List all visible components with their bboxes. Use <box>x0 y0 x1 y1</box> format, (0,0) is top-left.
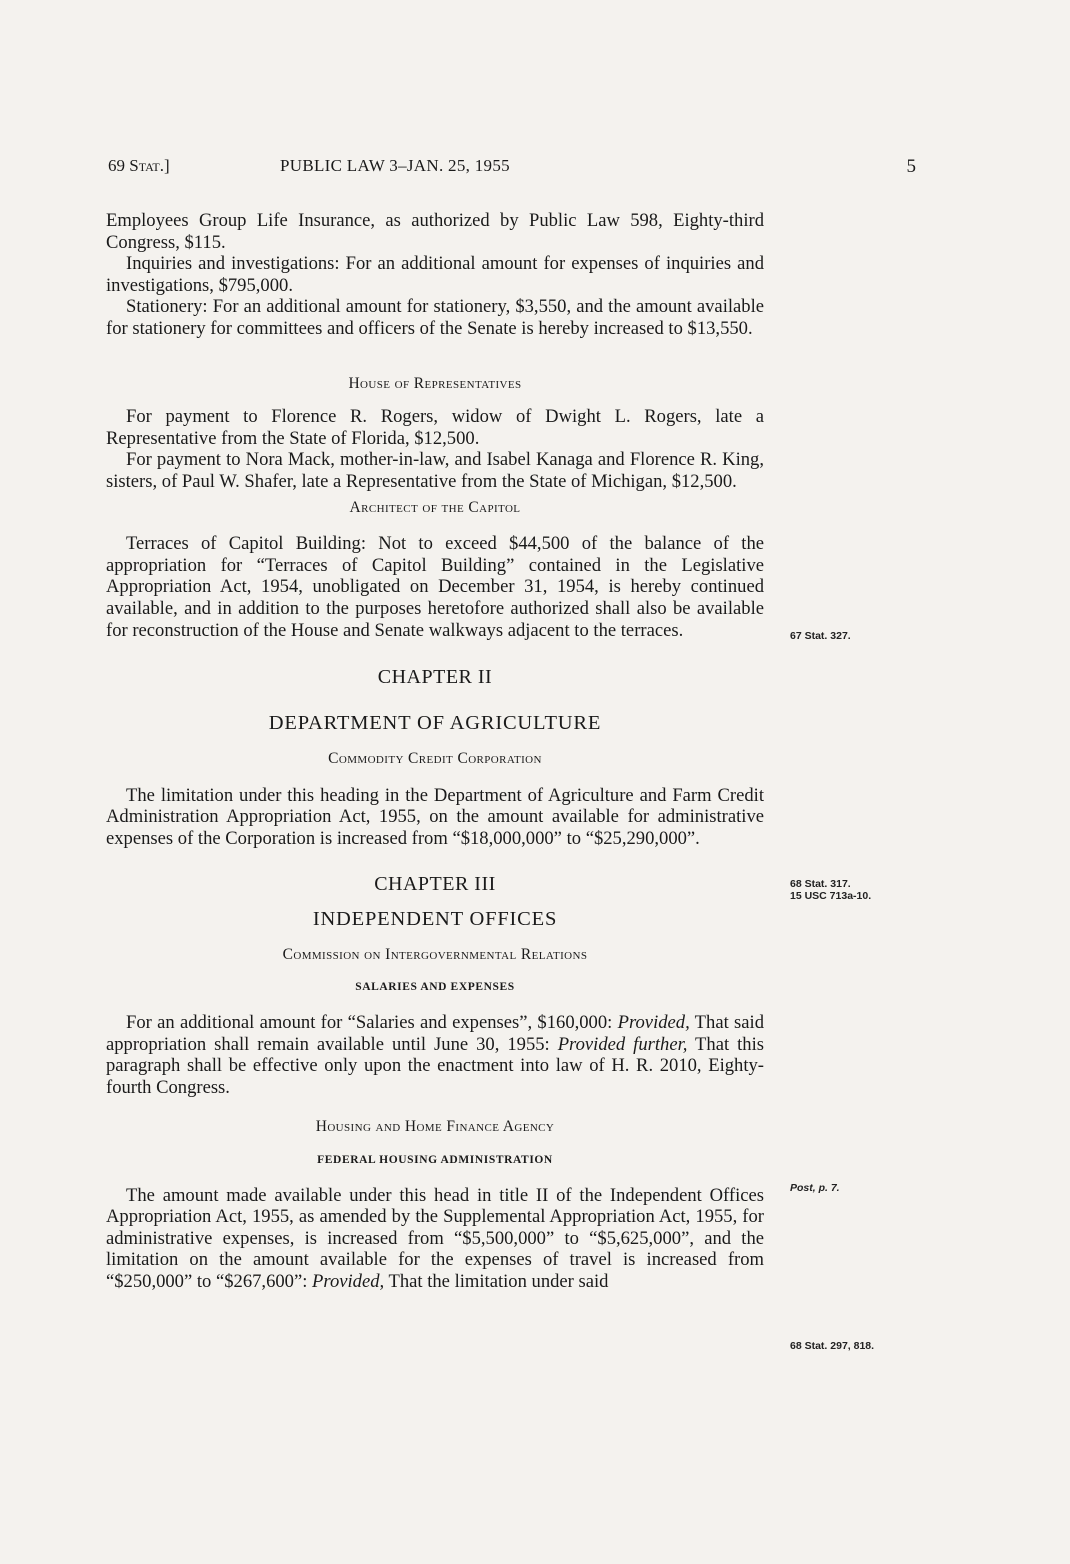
salaries-text-2: That said appropriation shall remain available until June 30, 1955: <box>106 1012 764 1055</box>
volume-abbrev: Stat.] <box>129 156 170 175</box>
heading-salaries: SALARIES AND EXPENSES <box>355 981 515 994</box>
margin-note-67-stat: 67 Stat. 327. <box>790 630 851 642</box>
margin-note-line-2: 15 USC 713a-10. <box>790 890 872 902</box>
margin-note-line-1: 68 Stat. 317. <box>790 878 851 890</box>
provided-italic: Provided, <box>617 1012 690 1034</box>
chapter-ii: CHAPTER II <box>377 666 493 689</box>
salaries-text-1: For an additional amount for “Salaries and expenses”, $160,000: <box>126 1012 618 1034</box>
paragraph-salaries <box>106 1012 764 1098</box>
body-text <box>106 210 764 1293</box>
heading-house: House of Representatives <box>348 374 522 392</box>
running-header <box>108 156 916 180</box>
heading-housing: Housing and Home Finance Agency <box>315 1118 555 1136</box>
salaries-text-3: That this paragraph shall be effective only upon the enactment into law of H. R. 2010, Eighty-fourth Congress. <box>106 1033 764 1098</box>
post-reference: Post, p. 7. <box>790 1182 840 1194</box>
page-number: 5 <box>906 156 916 177</box>
provided-further-italic: Provided further, <box>557 1033 688 1055</box>
chapter-iii: CHAPTER III <box>374 872 496 895</box>
paragraph-inquiries: Inquiries and investigations: For an additional amount for expenses of inquiries and investigations, $795,000. <box>106 253 764 296</box>
heading-ccc: Commodity Credit Corporation <box>328 750 542 768</box>
volume-number: 69 <box>108 156 125 175</box>
law-title: PUBLIC LAW 3–JAN. 25, 1955 <box>280 156 510 175</box>
paragraph-fha <box>106 1185 764 1293</box>
paragraph-ccc: The limitation under this heading in the Department of Agriculture and Farm Credit Administration Appropriation Act, 1955, on the amount available for administrative expenses of the Corporation is increased from “$18,000,000” to “$25,290,000”. <box>106 784 764 850</box>
dept-agriculture: DEPARTMENT OF AGRICULTURE <box>268 711 602 734</box>
margin-note-post <box>790 1182 840 1194</box>
dept-independent: INDEPENDENT OFFICES <box>312 908 558 931</box>
heading-architect: Architect of the Capitol <box>349 498 521 516</box>
heading-fha: FEDERAL HOUSING ADMINISTRATION <box>317 1154 553 1166</box>
volume-citation <box>108 156 170 176</box>
paragraph-stationery: Stationery: For an additional amount for stationery, $3,550, and the amount available for stationery for committees and officers of the Senate is hereby increased to $13,550. <box>106 296 764 339</box>
paragraph-mack: For payment to Nora Mack, mother-in-law, and Isabel Kanaga and Florence R. King, sisters, of Paul W. Shafer, late a Representative from the State of Michigan, $12,500. <box>106 449 764 492</box>
fha-provided-italic: Provided, <box>312 1270 385 1292</box>
margin-note-68-stat-317 <box>790 878 871 902</box>
fha-text-2: That the limitation under said <box>384 1270 609 1292</box>
heading-commission: Commission on Intergovernmental Relations <box>282 945 588 963</box>
margin-note-68-stat-297: 68 Stat. 297, 818. <box>790 1340 875 1352</box>
paragraph-rogers: For payment to Florence R. Rogers, widow of Dwight L. Rogers, late a Representative from the State of Florida, $12,500. <box>106 406 764 449</box>
paragraph-terraces: Terraces of Capitol Building: Not to exceed $44,500 of the balance of the appropriation for “Terraces of Capitol Building” contained in the Legislative Appropriation Act, 1954, unobligated on December 31, 1954, is hereby continued available, and in addition to the purposes heretofore authorized shall also be available for reconstruction of the House and Senate walkways adjacent to the terraces. <box>106 533 764 641</box>
fha-text-1: The amount made available under this head in title II of the Independent Offices Appropriation Act, 1955, as amended by the Supplemental Appropriation Act, 1955, for administrative expenses, is increased from “$5,500,000” to “$5,625,000”, and the limitation on the amount available for the expenses of travel is increased from “$250,000” to “$267,600”: <box>106 1184 764 1292</box>
paragraph-life-insurance: Employees Group Life Insurance, as authorized by Public Law 598, Eighty-third Congress, $115. <box>106 210 764 253</box>
